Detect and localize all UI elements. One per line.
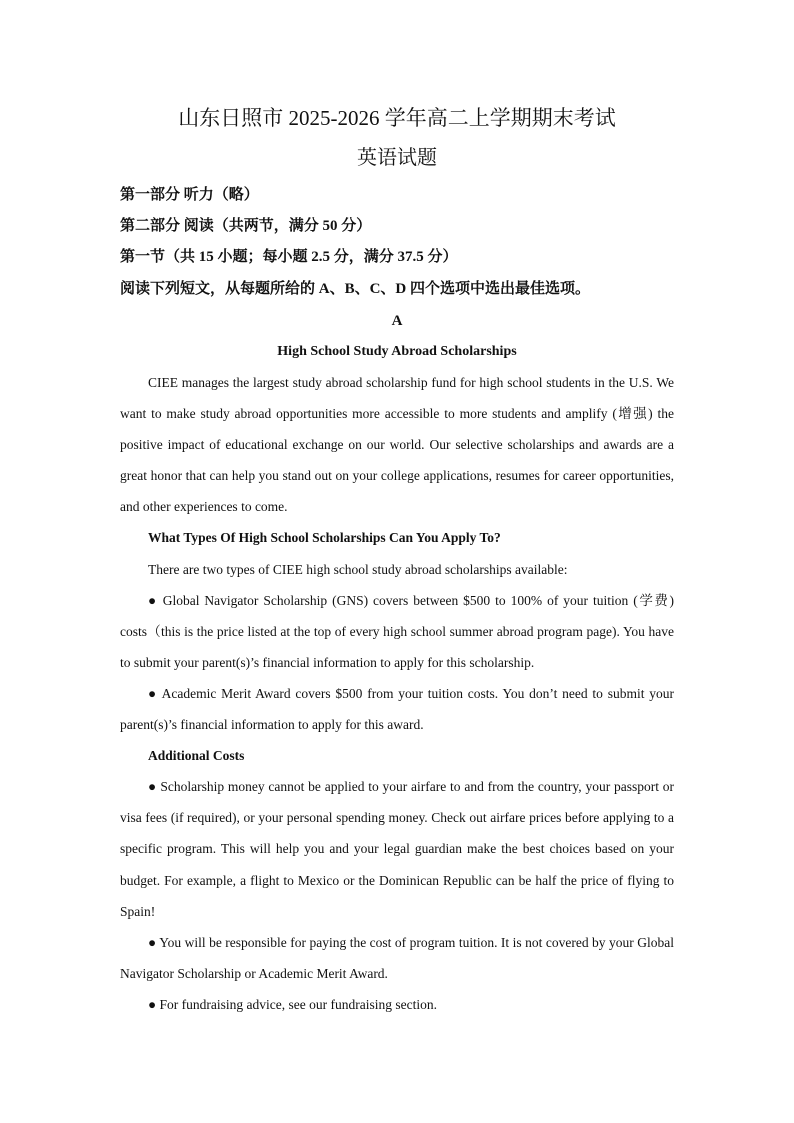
- passage-body: [120, 367, 674, 1020]
- part-one-heading: 第一部分 听力（略）: [120, 187, 259, 203]
- part-two-heading: 第二部分 阅读（共两节，满分 50 分）: [120, 218, 372, 234]
- bullet-merit: ● Academic Merit Award covers $500 from your tuition costs. You don’t need to submit your parent(s)’s financial information to apply for this award.: [120, 685, 674, 733]
- section-one-heading: 第一节（共 15 小题；每小题 2.5 分，满分 37.5 分）: [120, 249, 458, 265]
- bullet-airfare: ● Scholarship money cannot be applied to your airfare to and from the country, your passport or visa fees (if required), or your personal spending money. Check out airfare prices before applying to a specific program. This will help you and your legal guardian make the best choices based on your budget. For example, a flight to Mexico or the Dominican Republic can be half the price of flying to Spain!: [120, 779, 674, 919]
- bullet-tuition: ● You will be responsible for paying the cost of program tuition. It is not covered by your Global Navigator Scholarship or Academic Merit Award.: [120, 934, 674, 981]
- passage-title: High School Study Abroad Scholarships: [277, 344, 517, 359]
- intro-paragraph: CIEE manages the largest study abroad scholarship fund for high school students in the U.S. We want to make study abroad opportunities more accessible to more students and amplify (增强) the positive impact of educational exchange on our world. Our selective scholarships and awards are a great honor that can help you stand out on your college applications, resumes for career opportunities, and other experiences to come.: [120, 375, 674, 515]
- instruction-text: 阅读下列短文，从每题所给的 A、B、C、D 四个选项中选出最佳选项。: [120, 281, 591, 297]
- costs-heading: Additional Costs: [148, 748, 245, 764]
- types-heading: What Types Of High School Scholarships Can You Apply To?: [148, 530, 501, 546]
- bullet-fundraising: ● For fundraising advice, see our fundraising section.: [148, 996, 437, 1012]
- exam-title: 山东日照市 2025-2026 学年高二上学期期末考试: [178, 106, 616, 130]
- passage-letter: A: [391, 313, 403, 329]
- subject-title: 英语试题: [357, 147, 437, 169]
- types-intro: There are two types of CIEE high school study abroad scholarships available:: [148, 561, 568, 577]
- bullet-gns: ● Global Navigator Scholarship (GNS) covers between $500 to 100% of your tuition (学费) costs（this is the price listed at the top of every high school summer abroad program page). You have to submit your parent(s)’s financial information to apply for this scholarship.: [120, 592, 674, 670]
